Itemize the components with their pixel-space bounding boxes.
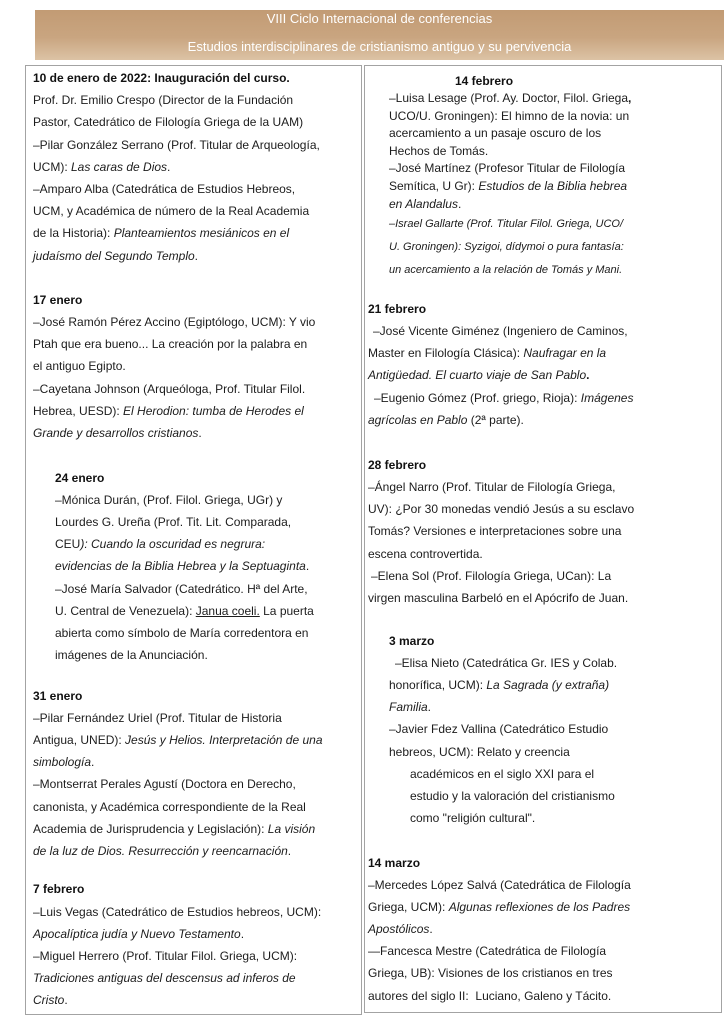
session-line: –Ángel Narro (Prof. Titular de Filología Griega, [368,479,616,494]
session-block [368,72,721,282]
text-run: UCM): [33,159,71,174]
session-line: –Luis Vegas (Catedrático de Estudios hebreos, UCM): [33,904,322,919]
session-line: Griega, UB): Visiones de los cristianos en tres [368,966,613,981]
session-line [368,387,721,409]
session-line: –Javier Fdez Vallina (Catedrático Estudio [389,722,609,737]
talk-title: Apocalíptica judía y Nuevo Testamento [33,926,241,941]
session-line [33,533,361,555]
session-date: 21 febrero [368,301,427,316]
session-line: –Amparo Alba (Catedrática de Estudios Hebreos, [33,181,296,196]
talk-title: agrícolas en Pablo [368,412,468,427]
session-block [33,467,361,667]
session-line: Tomás? Versiones e interpretaciones sobre una [368,524,622,539]
talk-title: Cristo [33,993,65,1008]
session-line [33,840,361,862]
session-date: 28 febrero [368,457,427,472]
session-date: 3 marzo [389,633,435,648]
talk-title: ): Cuando la oscuridad es negrura: [80,537,266,552]
text-run: Semítica, U Gr): [389,178,479,193]
session-line [368,178,721,196]
talk-title: Algunas reflexiones de los Padres [448,899,631,914]
session-line [33,729,361,751]
session-line: Hechos de Tomás. [389,143,489,158]
talk-title: en Alandalus [389,196,458,211]
session-line: Prof. Dr. Emilio Crespo (Director de la Fundación [33,93,294,108]
talk-title: Tradiciones antiguas del descensus ad inferos de [33,971,296,986]
text-run: de la Historia): [33,226,114,241]
session-line: académicos en el siglo XXI para el [410,766,595,781]
text-run: honorífica, UCM): [389,678,487,693]
session-line: virgen masculina Barbeló en el Apócrifo de Juan. [368,590,629,605]
text-run: . [167,159,171,174]
session-line [368,196,721,214]
session-line [368,342,721,364]
text-run: –Eugenio Gómez (Prof. griego, Rioja): [374,390,581,405]
session-line [368,259,721,282]
session-line: –Pilar González Serrano (Prof. Titular de Arqueología, [33,137,320,152]
session-line: UCM, y Académica de número de la Real Academia [33,204,310,219]
session-block [368,454,721,609]
talk-title: Naufragar en la [523,346,607,361]
text-run: . [457,196,462,211]
text-run: . [287,843,292,858]
session-line: –Mónica Durán, (Prof. Filol. Griega, UGr) y [55,492,283,507]
text-run: Antigua, UNED): [33,732,126,747]
session-block [33,67,361,267]
talk-title: –Israel Gallarte (Prof. Titular Filol. Griega, UCO/ [389,218,624,231]
session-date: 10 de enero de 2022: Inauguración del curso. [33,71,290,85]
session-line: –José Vicente Giménez (Ingeniero de Caminos, [373,324,628,339]
session-line: acercamiento a un pasaje oscuro de los [389,126,602,141]
bold-text: , [628,91,632,105]
session-line: Pastor, Catedrático de Filología Griega de la UAM) [33,115,304,130]
session-line: –Cayetana Johnson (Arqueóloga, Prof. Titular Filol. [33,381,306,396]
session-line: –José Martínez (Profesor Titular de Filología [389,161,626,176]
session-line [33,989,361,1011]
talk-title: La Sagrada (y extraña) [486,678,610,693]
session-line [33,555,361,577]
talk-title: La visión [267,821,316,836]
session-line [33,222,361,244]
text-run: La puerta [259,603,314,618]
session-line: autores del siglo II: Luciano, Galeno y Tácito. [368,988,612,1003]
session-line [33,400,361,422]
session-line: –José Ramón Pérez Accino (Egiptólogo, UCM): Y vio [33,314,316,329]
session-line: como "religión cultural". [410,811,536,826]
talk-title: un acercamiento a la relación de Tomás y Mani. [389,264,623,277]
session-line: –Elena Sol (Prof. Filología Griega, UCan): La [371,568,612,583]
text-run: . [305,559,310,574]
text-run: . [429,922,433,937]
text-run: . [64,993,68,1008]
session-date: 14 febrero [455,74,514,88]
talk-title: El Herodion: tumba de Herodes el [123,403,304,418]
talk-title: Grande y desarrollos cristianos [33,425,199,440]
session-line: –Pilar Fernández Uriel (Prof. Titular de Historia [33,710,282,725]
session-block [33,878,361,1011]
text-run: U. Central de Venezuela): [55,603,196,618]
session-block [33,289,361,444]
session-date: 7 febrero [33,882,85,897]
session-line: –Miguel Herrero (Prof. Titular Filol. Griega, UCM): [33,949,298,964]
session-line [33,967,361,989]
session-line: hebreos, UCM): Relato y creencia [389,744,570,759]
session-line [368,674,721,696]
session-line: –Elisa Nieto (Catedrática Gr. IES y Colab. [395,655,618,670]
session-line: –José María Salvador (Catedrático. Hª del Arte, [55,581,308,596]
session-block [368,852,721,1007]
session-line [33,156,361,178]
talk-title: de la luz de Dios. Resurrección y reencarnación [33,843,288,858]
text-run: Hebrea, UESD): [33,403,124,418]
talk-title: Estudios de la Biblia hebrea [478,178,628,193]
text-run: . [427,700,432,715]
text-run: (2ª parte). [467,412,524,427]
talk-title: simbología [33,755,92,770]
session-line [33,245,361,267]
session-line [368,409,721,431]
session-line: UCO/U. Groningen): El himno de la novia: un [389,108,630,123]
session-block [368,298,721,431]
series-subtitle: Estudios interdisciplinares de cristianismo antiguo y su pervivencia [187,39,572,54]
session-line: –Mercedes López Salvá (Catedrática de Filología [368,877,631,892]
session-line [33,818,361,840]
session-line: –Montserrat Perales Agustí (Doctora en Derecho, [33,777,296,792]
session-line: escena controvertida. [368,546,483,561]
program-column-right [364,65,722,1013]
session-line: Lourdes G. Ureña (Prof. Tit. Lit. Comparada, [55,515,292,530]
text-run: . [91,755,95,770]
talk-title: U. Groningen): Syzigoi, dídymoi o pura fantasía: [389,241,624,254]
talk-title: Apostólicos [368,922,430,937]
session-date: 31 enero [33,688,83,703]
session-line: canonista, y Académica correspondiente de la Real [33,799,306,814]
session-line [33,600,361,622]
session-block [368,630,721,830]
session-line [368,90,721,108]
session-line: imágenes de la Anunciación. [55,648,208,663]
session-line [368,236,721,259]
text-run: . [240,926,245,941]
session-line: Ptah que era bueno... La creación por la palabra en [33,337,308,352]
session-line [368,696,721,718]
text-run: . [194,248,199,263]
session-line [368,918,721,940]
session-line [33,923,361,945]
bold-text: . [586,368,590,383]
talk-title: Jesús y Helios. Interpretación de una [125,732,323,747]
session-line: abierta como símbolo de María corredentora en [55,626,309,640]
session-line [33,751,361,773]
text-run: Griega, UCM): [368,899,449,914]
text-run: Master en Filología Clásica): [368,346,524,361]
series-title: VIII Ciclo Internacional de conferencias [266,11,493,26]
session-date: 17 enero [33,292,83,307]
session-line [33,422,361,444]
session-line [368,364,721,386]
underlined-title: Janua coeli. [195,603,260,618]
session-block [33,685,361,863]
session-line: estudio y la valoración del cristianismo [410,788,615,803]
talk-title: Antigüedad. El cuarto viaje de San Pablo [368,368,587,383]
talk-title: evidencias de la Biblia Hebrea y la Septuaginta [55,559,306,574]
text-run: CEU [55,537,81,552]
text-run: . [198,425,202,440]
session-line: UV): ¿Por 30 monedas vendió Jesús a su esclavo [368,502,635,517]
program-column-left [25,65,362,1015]
session-date: 24 enero [55,470,105,485]
text-run: –Luisa Lesage (Prof. Ay. Doctor, Filol. Griega [389,91,629,105]
session-line: —Fancesca Mestre (Catedrática de Filología [368,944,607,959]
talk-title: Familia [389,700,428,715]
talk-title: Las caras de Dios [71,159,168,174]
session-line: el antiguo Egipto. [33,359,126,374]
text-run: Academia de Jurisprudencia y Legislación): [33,821,268,836]
talk-title: Planteamientos mesiánicos en el [113,226,290,241]
talk-title: Imágenes [580,390,634,405]
session-line [368,896,721,918]
session-line [368,213,721,236]
talk-title: judaísmo del Segundo Templo [33,248,195,263]
session-date: 14 marzo [368,855,421,870]
conference-header [35,10,724,60]
